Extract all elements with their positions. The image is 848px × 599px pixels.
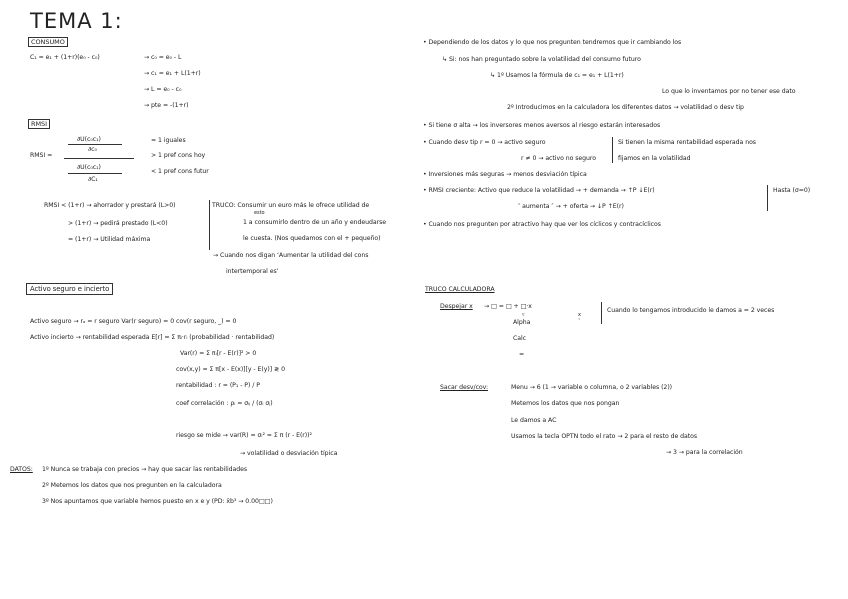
consumo-case: → L = e₀ - c₀ [144, 86, 182, 93]
despejar-step: Alpha [513, 319, 531, 326]
sacar-line: → 3 → para la correlación [666, 449, 743, 456]
right-line: • Inversiones más seguras → menos desviación típica [423, 171, 587, 178]
despejar-eq: → □ = □ + □·x [484, 303, 532, 310]
rmsi-num-top: ∂U(c₀c₁) [77, 136, 101, 143]
brace-line [601, 302, 602, 324]
despejar-mark: ▿ [522, 312, 525, 318]
rmsi-ineq: RMSI < (1+r) → ahorrador y prestará (L>0) [44, 202, 176, 209]
truco-line: → Cuando nos digan ‘Aumentar la utilidad del cons [213, 252, 369, 259]
right-line: ↳ Si: nos han preguntado sobre la volatilidad del consumo futuro [442, 56, 641, 63]
truco-line: TRUCO: Consumir un euro más le ofrece utilidad de [212, 202, 370, 209]
sacar-label: Sacar desv/cov: [440, 384, 488, 391]
activo-line: Activo seguro → rₐ = r seguro Var(r seguro) = 0 cov(r seguro, _) = 0 [30, 318, 237, 325]
right-line: ″ aumenta ″ → + oferta → ↓P ↑E(r) [518, 203, 624, 210]
page-title: TEMA 1: [30, 9, 123, 33]
right-line: • Dependiendo de los datos y lo que nos pregunten tendremos que ir cambiando los [423, 39, 682, 46]
consumo-header: CONSUMO [28, 37, 68, 47]
despejar-step: = [519, 351, 525, 358]
right-line: • Si tiene σ alta → los inversores menos aversos al riesgo estarán interesados [423, 122, 661, 129]
activo-line: → volatilidad o desviación típica [240, 450, 338, 457]
right-line: 2º Introducimos en la calculadora los diferentes datos → volatilidad o desv tip [507, 104, 744, 111]
truco-line: 1 a consumirlo dentro de un año y endeudarse [243, 219, 387, 226]
separator-line [209, 200, 210, 250]
brace-line [767, 185, 768, 211]
right-line: Hasta (σ=0) [773, 187, 811, 194]
despejar-label: Despejar x [440, 303, 473, 310]
datos-line: 1º Nunca se trabaja con precios → hay que sacar las rentabilidades [42, 466, 248, 473]
consumo-formula: C₁ = e₁ + (1+r)(e₀ - c₀) [30, 54, 100, 61]
right-line: • RMSI creciente: Activo que reduce la volatilidad → + demanda → ↑P ↓E(r) [423, 187, 655, 194]
despejar-mark: ˇ [578, 319, 581, 325]
rmsi-case: = 1 iguales [151, 137, 186, 144]
activo-line: Var(r) = Σ πᵢ[r - E(r)]² > 0 [180, 350, 257, 357]
right-line: • Cuando desv tip r = 0 → activo seguro [423, 139, 546, 146]
right-line: ↳ 1º Usamos la fórmula de c₁ = e₁ + L(1+r) [490, 72, 624, 79]
truco-line: intertemporal es’ [226, 268, 279, 275]
activo-line: coef correlación : ρᵢ = σᵢⱼ / (σᵢ σⱼ) [176, 400, 273, 407]
right-line: • Cuando nos pregunten por atractivo hay que ver los cíclicos y contracíclicos [423, 221, 661, 228]
rmsi-lhs: RMSI = [30, 152, 53, 159]
consumo-case: → c₁ = e₁ + L(1+r) [144, 70, 201, 77]
truco-line: le cuesta. (Nos quedamos con el + pequeño) [243, 235, 381, 242]
sacar-line: Le damos a AC [511, 417, 557, 424]
despejar-step: Calc [513, 335, 527, 342]
datos-label: DATOS: [10, 466, 33, 473]
rmsi-case: < 1 pref cons futur [151, 168, 209, 175]
activo-line: Activo incierto → rentabilidad esperada E[r] = Σ πᵢ·rᵢ (probabilidad · rentabilidad) [30, 334, 275, 341]
activo-header: Activo seguro e incierto [26, 283, 113, 295]
brace-line [612, 137, 613, 163]
right-line: Si tienen la misma rentabilidad esperada nos [618, 139, 756, 146]
rmsi-ineq: = (1+r) → Utilidad máxima [68, 236, 151, 243]
rmsi-header: RMSI [28, 119, 50, 129]
despejar-mark: x [578, 312, 581, 318]
rmsi-num-bottom: ∂c₀ [88, 146, 97, 153]
rmsi-ineq: > (1+r) → pedirá prestado (L<0) [68, 220, 168, 227]
right-line: Lo que lo inventamos por no tener ese dato [662, 88, 796, 95]
despejar-note: Cuando lo tengamos introducido le damos a = 2 veces [607, 307, 775, 314]
rmsi-den-top: ∂U(c₀c₁) [77, 164, 101, 171]
rmsi-den-bottom: ∂C₁ [88, 176, 98, 183]
sacar-line: Metemos los datos que nos pongan [511, 400, 620, 407]
right-line: r ≠ 0 → activo no seguro [521, 155, 597, 162]
right-line: fijamos en la volatilidad [618, 155, 691, 162]
consumo-case: → c₀ = e₀ - L [144, 54, 182, 61]
activo-line: cov(x,y) = Σ π[x - E(x)][y - E(y)] ≷ 0 [176, 366, 285, 373]
rmsi-case: > 1 pref cons hoy [151, 152, 206, 159]
truco-note: esto [254, 210, 265, 216]
activo-line: rentabilidad : r = (P₁ - P) / P [176, 382, 260, 389]
datos-line: 2º Metemos los datos que nos pregunten en la calculadora [42, 482, 222, 489]
fraction-bar [68, 173, 122, 174]
consumo-case: → pte = -(1+r) [144, 102, 189, 109]
activo-line: riesgo se mide → var(R) = σᵢ² = Σ π (r - E(r))² [176, 432, 312, 439]
main-fraction-bar [64, 158, 134, 159]
sacar-line: Menu → 6 (1 → variable o columna, o 2 variables (2)) [511, 384, 673, 391]
sacar-line: Usamos la tecla OPTN todo el rato → 2 para el resto de datos [511, 433, 698, 440]
fraction-bar [68, 144, 122, 145]
truco-calc-header: TRUCO CALCULADORA [425, 286, 495, 293]
datos-line: 3º Nos apuntamos que variable hemos puesto en x e y (PD: x̄b³ → 0.00□□) [42, 498, 273, 505]
